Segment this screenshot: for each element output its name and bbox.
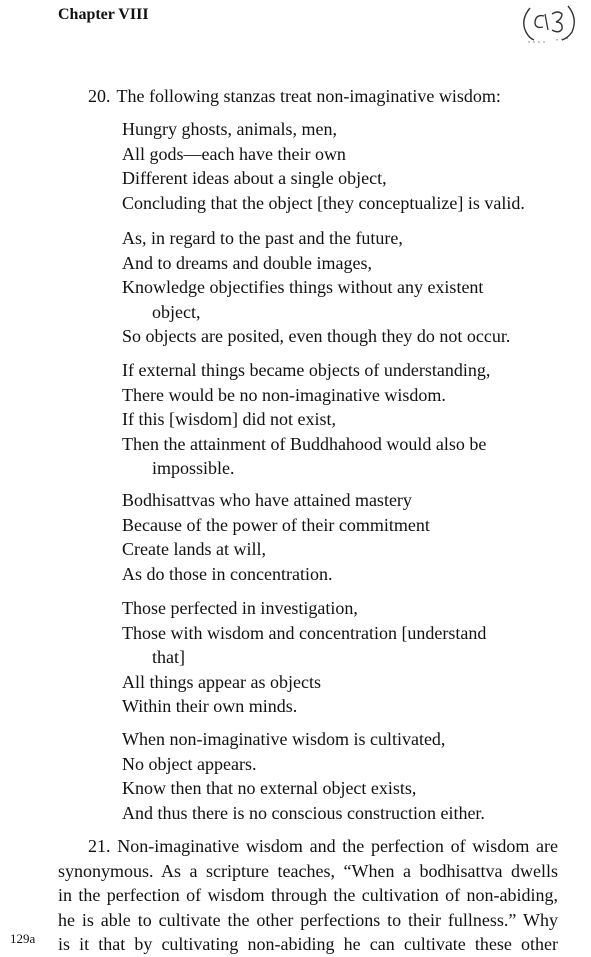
- paragraph-line: is it that by cultivating non-abiding he can cultivate these other: [58, 934, 558, 954]
- verse-line: No object appears.: [122, 753, 257, 774]
- verse-line: If this [wisdom] did not exist,: [122, 409, 336, 429]
- verse-line: Because of the power of their commitment: [122, 514, 430, 535]
- verse-line-continuation: impossible.: [152, 458, 235, 478]
- verse-line: Within their own minds.: [122, 696, 298, 716]
- paragraph-line: 21. Non-imaginative wisdom and the perfection of wisdom are: [88, 836, 558, 856]
- handwritten-page-mark: [518, 2, 582, 46]
- chapter-heading: Chapter VIII: [58, 6, 149, 23]
- verse-line: Those perfected in investigation,: [122, 598, 358, 618]
- verse-line: Bodhisattvas who have attained mastery: [122, 490, 412, 510]
- paragraph-line: in the perfection of wisdom through the cultivation of non-abiding,: [58, 885, 558, 905]
- stanza-2: [122, 226, 510, 349]
- verse-line: Different ideas about a single object,: [122, 168, 387, 188]
- section-number: 20.: [88, 86, 111, 106]
- paragraph-line: he is able to cultivate the other perfections to their fullness.” Why: [58, 909, 558, 930]
- verse-line: As do those in concentration.: [122, 563, 333, 584]
- verse-line: Hungry ghosts, animals, men,: [122, 119, 337, 139]
- intro-text: The following stanzas treat non-imaginative wisdom:: [116, 86, 501, 106]
- verse-line: Those with wisdom and concentration [understand: [122, 622, 487, 643]
- margin-reference: 129a: [10, 931, 36, 946]
- verse-line: And to dreams and double images,: [122, 252, 372, 273]
- section-21-paragraph: [58, 834, 558, 957]
- stanza-3: [122, 358, 490, 481]
- stanza-5: [122, 596, 486, 719]
- verse-line: There would be no non-imaginative wisdom.: [122, 384, 446, 405]
- stanza-6: [122, 727, 485, 825]
- verse-line: Then the attainment of Buddhahood would also be: [122, 433, 487, 454]
- paragraph-line: synonymous. As a scripture teaches, “When a bodhisattva dwells: [58, 860, 558, 881]
- verse-line-continuation: that]: [152, 647, 185, 667]
- verse-line: When non-imaginative wisdom is cultivated,: [122, 729, 446, 749]
- verse-line-continuation: object,: [152, 301, 201, 322]
- verse-line: So objects are posited, even though they do not occur.: [122, 326, 511, 346]
- verse-line: Knowledge objectifies things without any existent: [122, 277, 484, 297]
- verse-line: All things appear as objects: [122, 671, 321, 692]
- verse-line: And thus there is no conscious construction either.: [122, 802, 485, 823]
- verse-line: As, in regard to the past and the future,: [122, 228, 403, 248]
- verse-line: All gods—each have their own: [122, 143, 346, 164]
- verse-line: Create lands at will,: [122, 539, 266, 559]
- stanza-4: [122, 488, 430, 586]
- verse-line: Know then that no external object exists,: [122, 778, 417, 798]
- verse-line: Concluding that the object [they conceptualize] is valid.: [122, 192, 525, 213]
- stanza-1: [122, 117, 525, 215]
- section-20-intro: [88, 84, 501, 108]
- verse-line: If external things became objects of understanding,: [122, 360, 491, 380]
